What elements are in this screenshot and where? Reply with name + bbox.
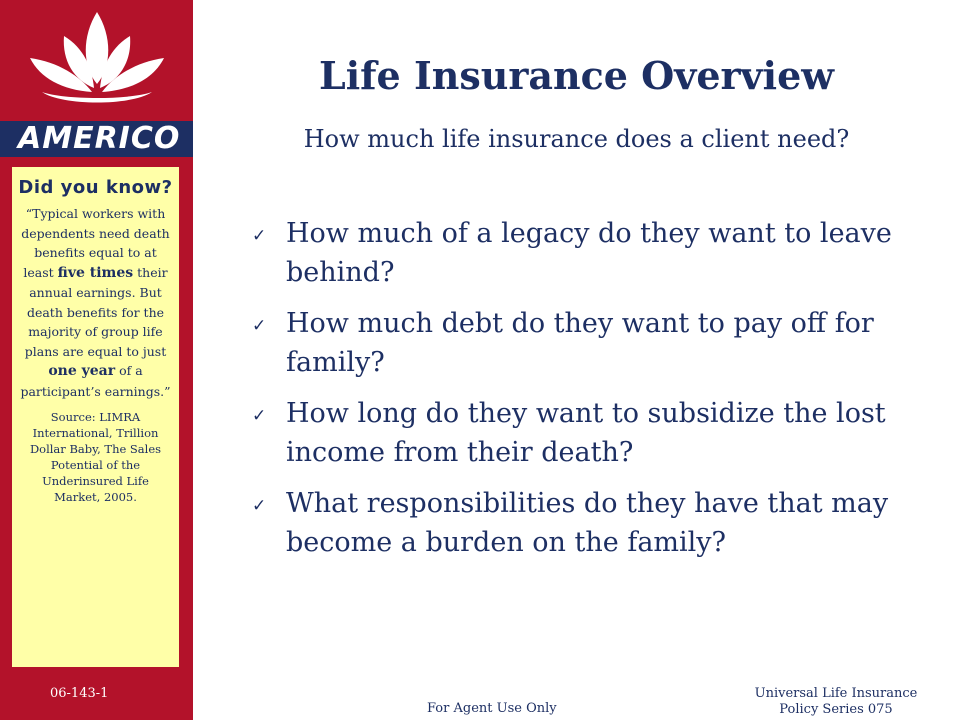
brand-wordmark: AMERICO	[18, 121, 181, 156]
did-you-know-heading: Did you know?	[18, 177, 173, 198]
quote-text: their annual earnings. But death benefits for the majority of group life plans are equal to just	[24, 264, 168, 359]
quote-text: “Typical workers with dependents need death benefits equal to at least	[21, 206, 170, 280]
question-list	[252, 214, 932, 574]
checkmark-icon: ✓	[252, 496, 267, 516]
quote-text: of a participant’s earnings.”	[20, 363, 171, 399]
slide-title: Life Insurance Overview	[319, 53, 834, 98]
list-item-text: How much debt do they want to pay off for family?	[286, 308, 874, 378]
slide-subtitle: How much life insurance does a client need?	[303, 125, 850, 153]
product-series	[726, 686, 946, 718]
checkmark-icon: ✓	[252, 406, 267, 426]
list-item	[252, 484, 932, 562]
quote-source: Source: LIMRA International, Trillion Dollar Baby, The Sales Potential of the Underinsured Life Market, 2005.	[29, 410, 162, 504]
agent-use-notice: For Agent Use Only	[427, 701, 557, 716]
subtitle-band	[193, 121, 960, 157]
checkmark-icon: ✓	[252, 316, 267, 336]
list-item	[252, 304, 932, 382]
list-item	[252, 214, 932, 292]
checkmark-icon: ✓	[252, 226, 267, 246]
quote-emphasis: five times	[57, 264, 134, 281]
lotus-flower-icon	[12, 6, 182, 118]
list-item-text: What responsibilities do they have that may become a burden on the family?	[286, 488, 889, 558]
product-name: Universal Life Insurance	[754, 686, 918, 701]
did-you-know-callout	[12, 167, 179, 667]
did-you-know-quote	[18, 204, 173, 401]
policy-series: Policy Series 075	[779, 702, 893, 717]
list-item-text: How much of a legacy do they want to leave behind?	[286, 218, 892, 288]
quote-emphasis: one year	[48, 363, 116, 379]
list-item	[252, 394, 932, 472]
list-item-text: How long do they want to subsidize the lost income from their death?	[286, 398, 886, 468]
form-code: 06-143-1	[50, 686, 109, 701]
